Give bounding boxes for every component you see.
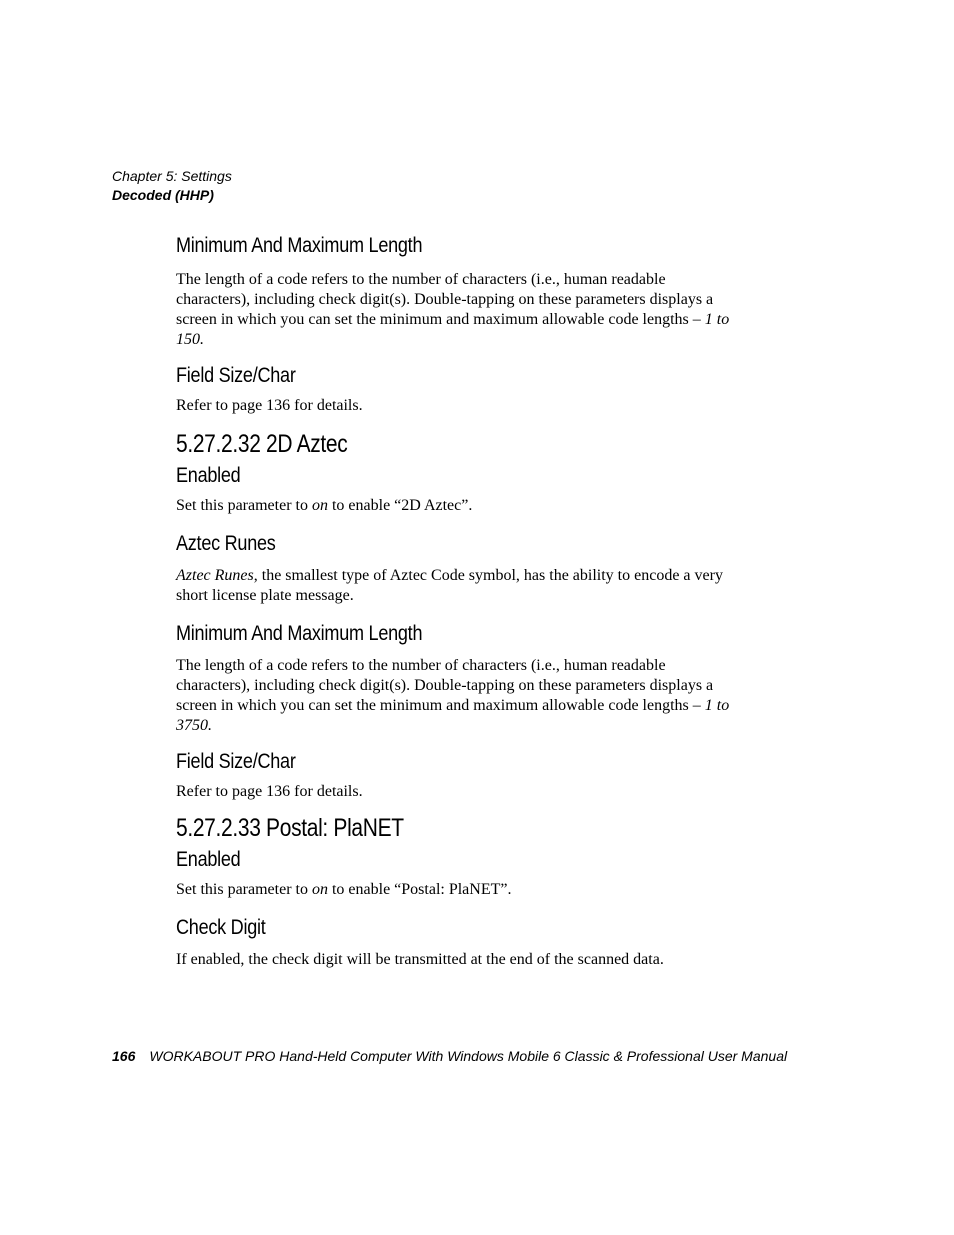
paragraph-min-max-length-2: The length of a code refers to the number of characters (i.e., human readable characters), including check digit(s). Double-tapping on these parameters displays a screen in which you can set the minimum and maximum allowable code lengths – 1 to 3750. — [176, 657, 730, 734]
manual-title: WORKABOUT PRO Hand-Held Computer With Windows Mobile 6 Classic & Professional User Manual — [149, 1048, 788, 1064]
heading-enabled-planet: Enabled — [176, 848, 241, 871]
heading-enabled-aztec: Enabled — [176, 464, 241, 487]
paragraph-enabled-planet: Set this parameter to on to enable “Postal: PlaNET”. — [176, 881, 512, 898]
page-number: 166 — [112, 1048, 136, 1064]
section-heading-postal-planet: 5.27.2.33 Postal: PlaNET — [176, 814, 404, 842]
running-header-chapter: Chapter 5: Settings — [112, 168, 232, 184]
paragraph-field-size-char-2: Refer to page 136 for details. — [176, 783, 363, 800]
heading-field-size-char-2: Field Size/Char — [176, 750, 296, 773]
page-content — [176, 228, 738, 970]
paragraph-check-digit: If enabled, the check digit will be transmitted at the end of the scanned data. — [176, 951, 664, 968]
heading-min-max-length-2: Minimum And Maximum Length — [176, 622, 423, 645]
heading-check-digit: Check Digit — [176, 916, 266, 939]
paragraph-min-max-length: The length of a code refers to the number of characters (i.e., human readable characters), including check digit(s). Double-tapping on these parameters displays a screen in which you can set the minimum and maximum allowable code lengths – 1 to 150. — [176, 271, 730, 348]
paragraph-aztec-runes: Aztec Runes, the smallest type of Aztec Code symbol, has the ability to encode a very short license plate message. — [176, 567, 723, 604]
running-header-section: Decoded (HHP) — [112, 187, 214, 203]
heading-min-max-length: Minimum And Maximum Length — [176, 234, 423, 257]
heading-field-size-char: Field Size/Char — [176, 364, 296, 387]
paragraph-field-size-char: Refer to page 136 for details. — [176, 397, 363, 414]
section-heading-2d-aztec: 5.27.2.32 2D Aztec — [176, 430, 348, 458]
page-footer — [112, 1048, 787, 1064]
heading-aztec-runes: Aztec Runes — [176, 532, 276, 555]
paragraph-enabled-aztec: Set this parameter to on to enable “2D Aztec”. — [176, 497, 473, 514]
